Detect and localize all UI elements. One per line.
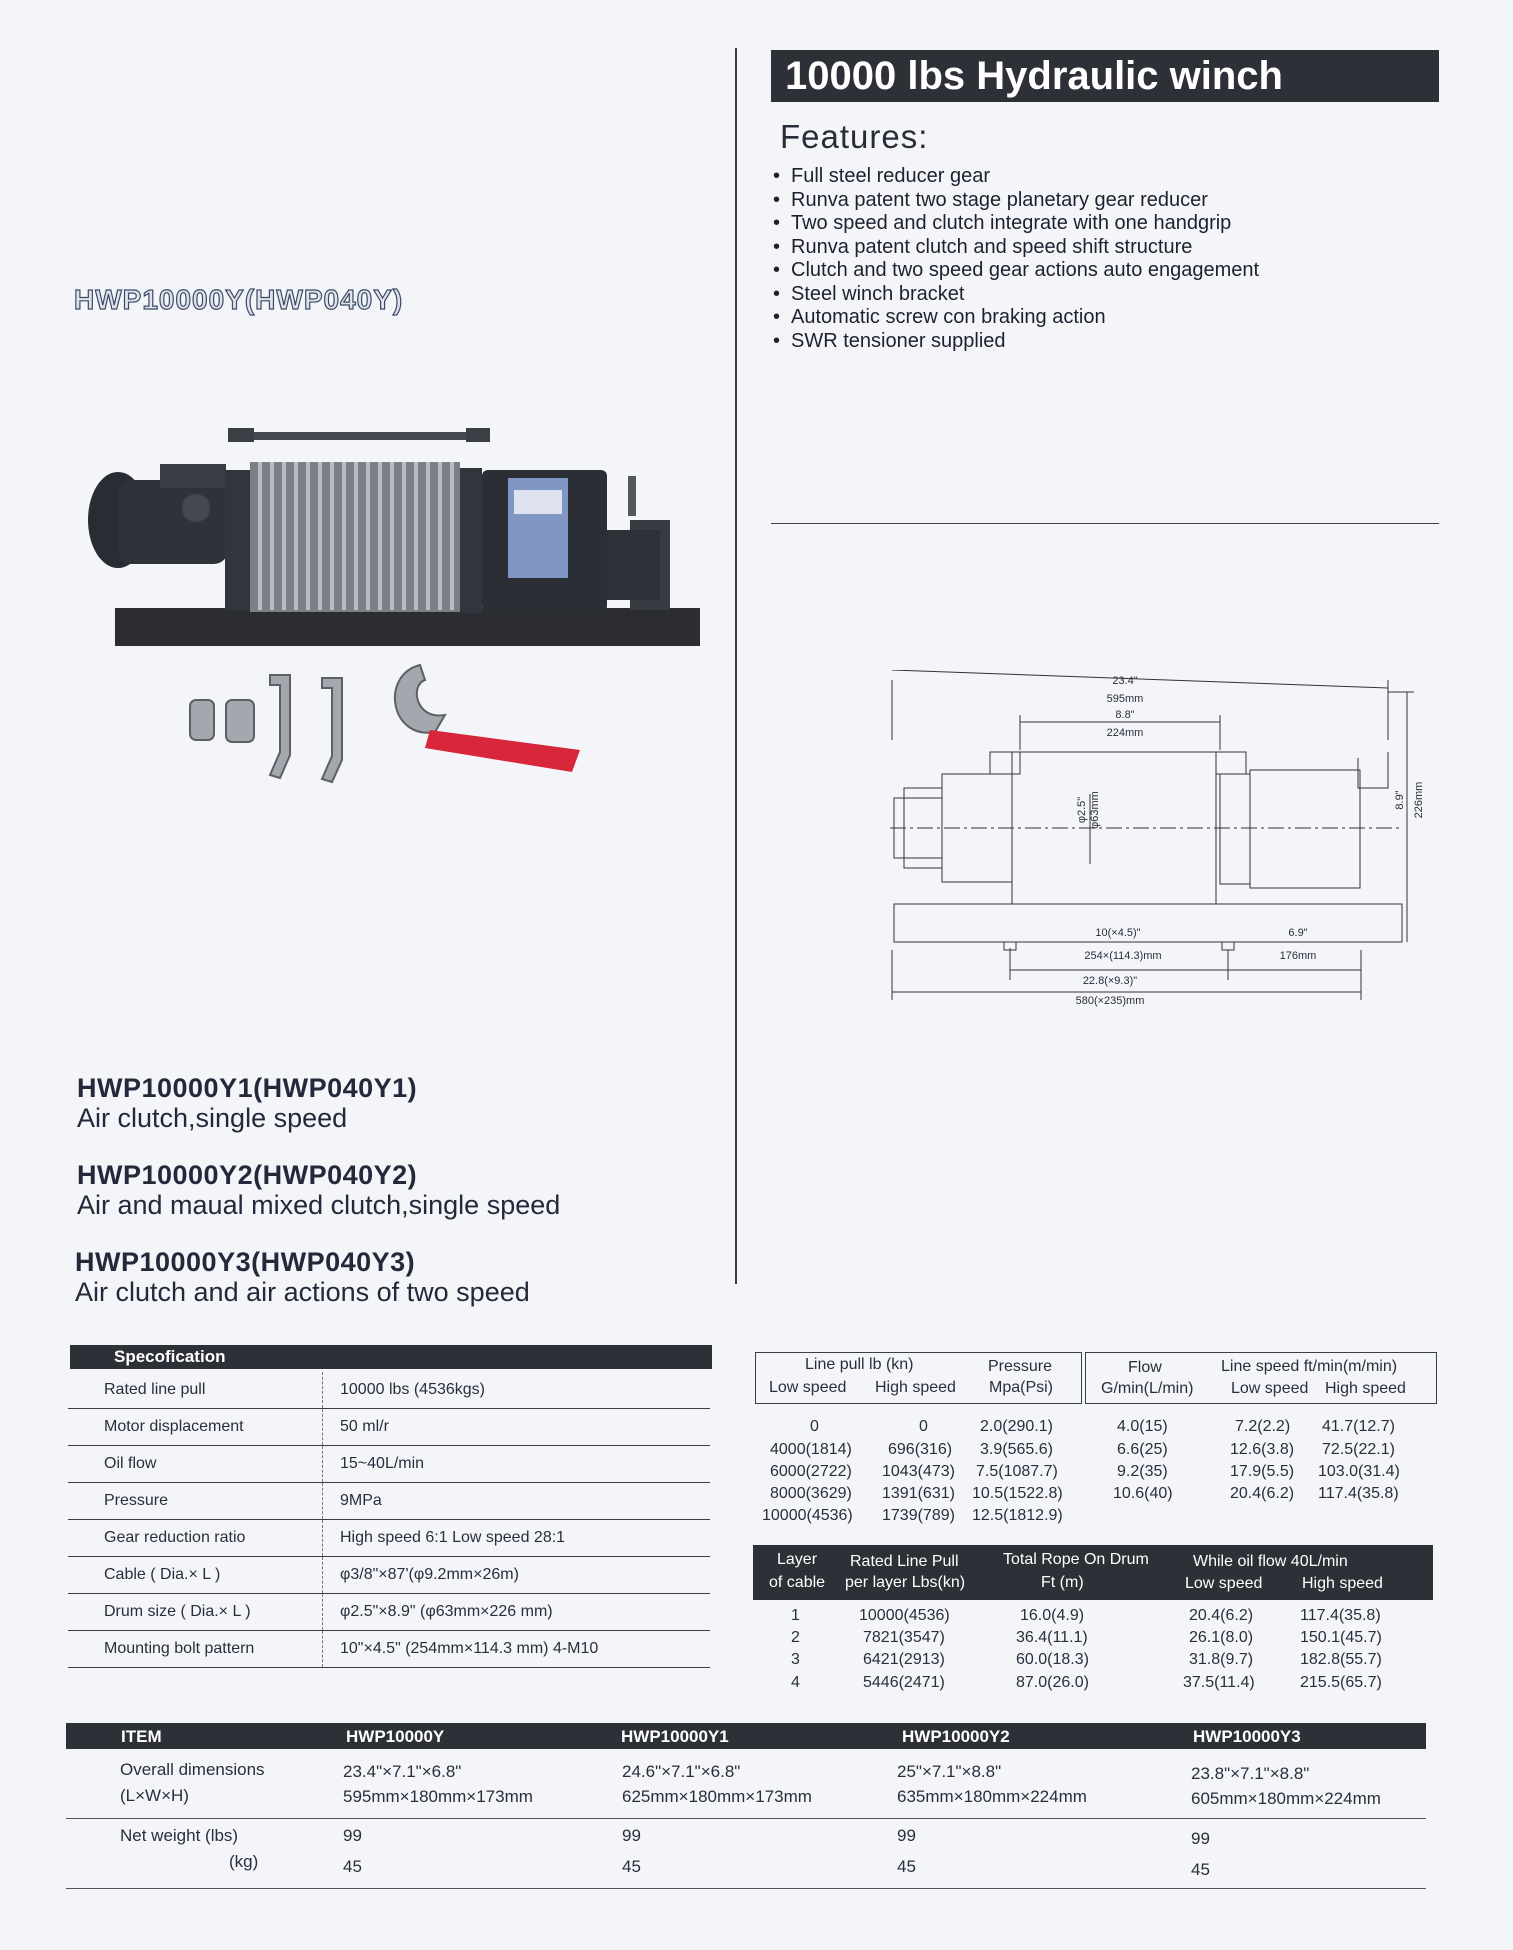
height-in-label: 8.9" xyxy=(1394,790,1406,810)
height-mm-label: 226mm xyxy=(1413,781,1425,819)
variant-code: HWP10000Y1(HWP040Y1) xyxy=(77,1073,418,1103)
dimension-cell: 605mm×180mm×224mm xyxy=(1191,1789,1381,1808)
base-mm-label: 580(×235)mm xyxy=(1075,995,1145,1007)
spec-row: Pressure 9MPa xyxy=(68,1483,710,1520)
item-header: HWP10000Y1 xyxy=(621,1727,729,1746)
weight-label: Net weight (lbs) xyxy=(120,1826,239,1845)
item-header: ITEM xyxy=(121,1727,162,1746)
winch-photo xyxy=(60,410,710,830)
perf-header: Flow xyxy=(1128,1359,1162,1376)
drum-mm-label: 224mm xyxy=(1106,727,1144,739)
perf-cell: 10000(4536) xyxy=(762,1507,853,1524)
perf-cell: 17.9(5.5) xyxy=(1230,1463,1295,1480)
model-label: HWP10000Y(HWP040Y) xyxy=(74,284,404,315)
variant-desc: Air clutch and air actions of two speed xyxy=(75,1277,530,1307)
layer-cell: 182.8(55.7) xyxy=(1300,1651,1382,1668)
feature-item: • Runva patent two stage planetary gear reducer xyxy=(773,188,1208,211)
perf-cell: 2.0(290.1) xyxy=(980,1418,1053,1435)
weight-cell: 45 xyxy=(897,1857,916,1876)
feature-item: • Full steel reducer gear xyxy=(773,165,990,187)
dimension-cell: 25"×7.1"×8.8" xyxy=(897,1762,1002,1781)
bolt-mm-label: 254×(114.3)mm xyxy=(1084,950,1162,962)
item-row-rule xyxy=(66,1818,1426,1819)
item-row-rule xyxy=(66,1888,1426,1889)
overall-mm-label: 595mm xyxy=(1106,693,1144,705)
perf-cell: 1739(789) xyxy=(882,1507,955,1524)
weight-cell: 45 xyxy=(622,1857,641,1876)
perf-cell: 1043(473) xyxy=(882,1463,955,1480)
spec-row: Oil flow 15~40L/min xyxy=(68,1446,710,1483)
drum-dia-in-label: φ2.5" xyxy=(1076,796,1088,824)
layer-cell: 37.5(11.4) xyxy=(1183,1674,1255,1691)
perf-cell: 696(316) xyxy=(888,1441,953,1458)
perf-cell: 20.4(6.2) xyxy=(1230,1485,1295,1502)
layer-cell: 10000(4536) xyxy=(859,1607,950,1624)
dim-line-overall xyxy=(892,670,1388,688)
perf-header: Line speed ft/min(m/min) xyxy=(1221,1358,1398,1375)
perf-cell: 6.6(25) xyxy=(1117,1441,1168,1458)
spec-row: Cable ( Dia.× L ) φ3/8"×87'(φ9.2mm×26m) xyxy=(68,1557,710,1594)
layer-cell: 3 xyxy=(791,1651,800,1668)
perf-cell: 4.0(15) xyxy=(1117,1418,1168,1435)
layer-cell: 215.5(65.7) xyxy=(1300,1674,1382,1691)
layer-cell: 36.4(11.1) xyxy=(1016,1629,1088,1646)
perf-cell: 7.5(1087.7) xyxy=(976,1463,1058,1480)
spec-row: Gear reduction ratio High speed 6:1 Low speed 28:1 xyxy=(68,1520,710,1557)
perf-cell: 10.5(1522.8) xyxy=(972,1485,1063,1502)
bolt-in-label: 10(×4.5)" xyxy=(1095,927,1141,939)
perf-header: Pressure xyxy=(988,1358,1053,1375)
perf-cell: 0 xyxy=(810,1418,819,1435)
layer-header: Layer xyxy=(777,1551,818,1568)
spec-row: Drum size ( Dia.× L ) φ2.5"×8.9" (φ63mm×226 mm) xyxy=(68,1594,710,1631)
layer-cell: 4 xyxy=(791,1674,800,1691)
layer-header: Total Rope On Drum xyxy=(1003,1551,1149,1568)
variant-code: HWP10000Y2(HWP040Y2) xyxy=(77,1160,418,1190)
spec-row: Motor displacement 50 ml/r xyxy=(68,1409,710,1446)
layer-cell: 87.0(26.0) xyxy=(1016,1674,1089,1691)
feature-item: • Clutch and two speed gear actions auto engagement xyxy=(773,259,1260,281)
weight-cell: 99 xyxy=(1191,1829,1210,1848)
perf-cell: 3.9(565.6) xyxy=(980,1441,1053,1458)
perf-cell: 1391(631) xyxy=(882,1485,955,1502)
layer-table-header xyxy=(753,1545,1433,1600)
perf-header: G/min(L/min) xyxy=(1101,1380,1194,1397)
dimension-cell: 24.6"×7.1"×6.8" xyxy=(622,1762,741,1781)
weight-cell: 99 xyxy=(897,1826,916,1845)
layer-header: Ft (m) xyxy=(1041,1574,1084,1591)
layer-cell: 60.0(18.3) xyxy=(1016,1651,1089,1668)
feature-item: • Automatic screw con braking action xyxy=(773,306,1106,328)
winch-base-plate xyxy=(115,608,700,646)
perf-cell: 72.5(22.1) xyxy=(1322,1441,1395,1458)
side-mm-label: 176mm xyxy=(1279,950,1317,962)
layer-cell: 7821(3547) xyxy=(863,1629,945,1646)
spec-row: Mounting bolt pattern 10"×4.5" (254mm×114.3 mm) 4-M10 xyxy=(68,1631,710,1668)
perf-cell: 117.4(35.8) xyxy=(1318,1485,1399,1502)
item-header: HWP10000Y2 xyxy=(902,1727,1010,1746)
overall-in-label: 23.4" xyxy=(1112,675,1138,687)
weight-cell: 99 xyxy=(343,1826,362,1845)
perf-cell: 4000(1814) xyxy=(770,1441,852,1458)
layer-header: While oil flow 40L/min xyxy=(1193,1553,1348,1570)
weight-cell: 45 xyxy=(1191,1860,1210,1879)
spec-heading: Specofication xyxy=(70,1345,712,1369)
layer-cell: 5446(2471) xyxy=(863,1674,945,1691)
perf-header: Mpa(Psi) xyxy=(989,1379,1054,1396)
layer-header: Low speed xyxy=(1185,1575,1263,1592)
features-rule xyxy=(771,523,1439,524)
dimension-cell: 23.8"×7.1"×8.8" xyxy=(1191,1764,1310,1783)
layer-cell: 1 xyxy=(791,1607,800,1624)
features-list xyxy=(773,165,1259,353)
layer-header: Rated Line Pull xyxy=(850,1553,959,1570)
item-header: HWP10000Y3 xyxy=(1193,1727,1301,1746)
drum-dia-mm-label: φ63mm xyxy=(1089,791,1101,829)
hook-strap xyxy=(425,730,580,772)
column-divider xyxy=(735,48,737,1284)
layer-header: per layer Lbs(kn) xyxy=(845,1574,966,1591)
variant-code: HWP10000Y3(HWP040Y3) xyxy=(75,1247,416,1277)
perf-cell: 41.7(12.7) xyxy=(1322,1418,1395,1435)
features-heading: Features: xyxy=(780,118,929,155)
layer-cell: 16.0(4.9) xyxy=(1020,1607,1085,1624)
perf-header: High speed xyxy=(875,1379,956,1396)
layer-cell: 117.4(35.8) xyxy=(1300,1607,1381,1624)
feature-item: • Steel winch bracket xyxy=(773,282,965,305)
perf-header: High speed xyxy=(1325,1380,1406,1397)
feature-item: • Two speed and clutch integrate with one handgrip xyxy=(773,212,1232,234)
perf-cell: 12.5(1812.9) xyxy=(972,1507,1063,1524)
layer-cell: 26.1(8.0) xyxy=(1189,1629,1254,1646)
side-in-label: 6.9" xyxy=(1288,927,1308,939)
perf-cell: 8000(3629) xyxy=(770,1485,852,1502)
perf-cell: 12.6(3.8) xyxy=(1230,1441,1295,1458)
item-header: HWP10000Y xyxy=(346,1727,445,1746)
dimension-label: Overall dimensions xyxy=(120,1760,265,1779)
weight-label: (kg) xyxy=(229,1852,259,1871)
spec-row: Rated line pull 10000 lbs (4536kgs) xyxy=(68,1372,710,1409)
drum-in-label: 8.8" xyxy=(1115,709,1135,721)
feature-item: • Runva patent clutch and speed shift structure xyxy=(773,235,1193,258)
item-table-header xyxy=(66,1723,1426,1749)
dimension-label: (L×W×H) xyxy=(120,1786,189,1805)
layer-header: High speed xyxy=(1302,1575,1383,1592)
perf-cell: 7.2(2.2) xyxy=(1235,1418,1291,1435)
perf-cell: 6000(2722) xyxy=(770,1463,852,1480)
variant-desc: Air clutch,single speed xyxy=(77,1103,348,1133)
perf-header: Line pull lb (kn) xyxy=(805,1356,914,1373)
perf-cell: 0 xyxy=(919,1418,928,1435)
layer-cell: 150.1(45.7) xyxy=(1300,1629,1382,1646)
page-title: 10000 lbs Hydraulic winch xyxy=(771,50,1439,102)
feature-item: • SWR tensioner supplied xyxy=(773,329,1006,352)
base-in-label: 22.8(×9.3)" xyxy=(1082,975,1138,987)
perf-header: Low speed xyxy=(769,1379,847,1396)
dimension-cell: 625mm×180mm×173mm xyxy=(622,1787,812,1806)
layer-header: of cable xyxy=(769,1574,826,1591)
layer-cell: 31.8(9.7) xyxy=(1189,1651,1254,1668)
layer-cell: 20.4(6.2) xyxy=(1189,1607,1254,1624)
dimension-diagram xyxy=(880,670,1440,1010)
layer-cell: 2 xyxy=(791,1629,800,1646)
layer-cell: 6421(2913) xyxy=(863,1651,945,1668)
dimension-cell: 635mm×180mm×224mm xyxy=(897,1787,1087,1806)
dimension-cell: 23.4"×7.1"×6.8" xyxy=(343,1762,462,1781)
dimension-cell: 595mm×180mm×173mm xyxy=(343,1787,533,1806)
perf-cell: 103.0(31.4) xyxy=(1318,1463,1400,1480)
weight-cell: 99 xyxy=(622,1826,641,1845)
weight-cell: 45 xyxy=(343,1857,362,1876)
perf-cell: 9.2(35) xyxy=(1117,1463,1168,1480)
variant-desc: Air and maual mixed clutch,single speed xyxy=(77,1190,561,1220)
perf-cell: 10.6(40) xyxy=(1113,1485,1173,1502)
perf-header: Low speed xyxy=(1231,1380,1309,1397)
